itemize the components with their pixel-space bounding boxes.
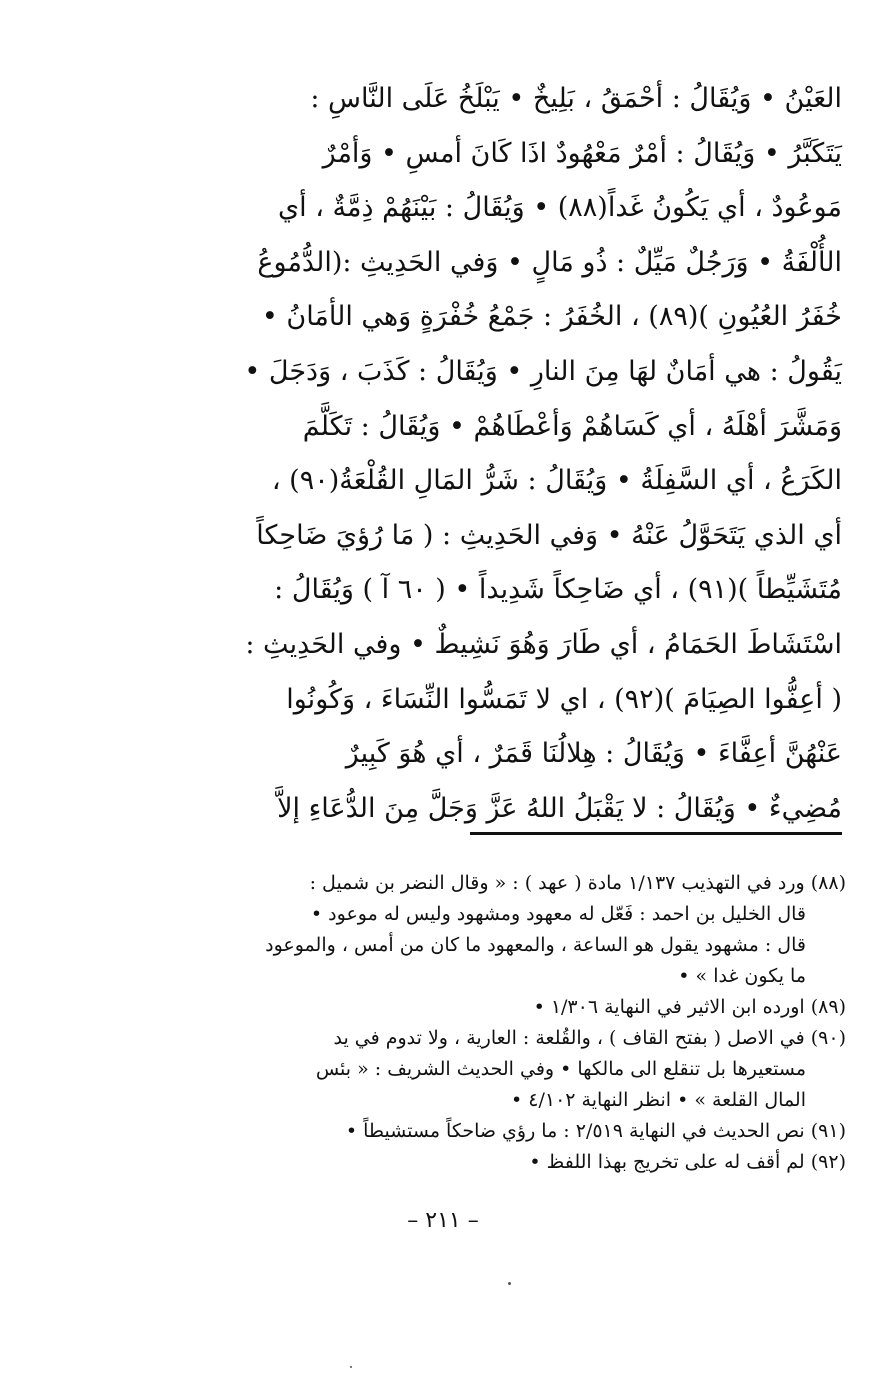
footnote-89: (٨٩) اورده ابن الاثير في النهاية ١/٣٠٦ •	[533, 996, 846, 1018]
text-line-1: العَيْنُ • وَيُقَالُ : أحْمَقُ ، بَلِيخٌ • يَبْلَخُ عَلَى النَّاسِ :	[310, 83, 842, 114]
scan-speck	[350, 1366, 352, 1368]
text-line-13: عَنْهُنَّ أعِفَّاءَ • وَيُقَالُ : هِلالُنَا قَمَرٌ ، أي هُوَ كَبِيرٌ	[345, 738, 842, 770]
main-text	[82, 72, 842, 836]
footnote-90-cont: مستعيرها بل تنقلع الى مالكها • وفي الحديث الشريف : « بئس	[315, 1058, 806, 1080]
footnote-88-cont: قال الخليل بن احمد : فَعّل له معهود ومشهود وليس له موعود •	[310, 903, 806, 925]
text-line-3: مَوعُودٌ ، أي يَكُونُ غَداً(٨٨) • وَيُقَالُ : بَيْنَهُمْ ذِمَّةٌ ، أي	[278, 192, 842, 224]
footnote-92: (٩٢) لم أقف له على تخريج بهذا اللفظ •	[529, 1151, 846, 1173]
text-line-10: مُتَشَيِّطاً )(٩١) ، أي ضَاحِكاً شَدِيداً • ( ٦٠ آ ) وَيُقَالُ :	[274, 574, 842, 606]
text-line-9: أي الذي يَتَحَوَّلُ عَنْهُ • وَفي الحَدِيثِ : ( مَا رُؤيَ ضَاحِكاً	[256, 519, 842, 551]
footnote-91: (٩١) نص الحديث في النهاية ٢/٥١٩ : ما رؤي ضاحكاً مستشيطاً •	[345, 1120, 846, 1142]
text-line-11: اسْتَشَاطَ الحَمَامُ ، أي طَارَ وَهُوَ نَشِيطٌ • وفي الحَدِيثِ :	[245, 628, 842, 660]
footnote-88-cont: ما يكون غدا » •	[678, 965, 806, 987]
text-line-7: وَمَشَّرَ أهْلَهُ ، أي كَسَاهُمْ وَأعْطَاهُمْ • وَيُقَالُ : تَكَلَّمَ	[302, 410, 842, 442]
text-line-14: مُضِيءٌ • وَيُقَالُ : لا يَقْبَلُ اللهُ عَزَّ وَجَلَّ مِنَ الدُّعَاءِ إلاَّ	[277, 792, 842, 824]
page-number: – ٢١١ –	[407, 1208, 479, 1233]
footnote-88-cont: قال : مشهود يقول هو الساعة ، والمعهود ما كان من أمس ، والموعود	[265, 934, 806, 956]
footnote-90: (٩٠) في الاصل ( بفتح القاف ) ، والقُلعة : العارية ، ولا تدوم في يد	[333, 1027, 846, 1049]
text-line-12: ( أعِفُّوا الصِيَامَ )(٩٢) ، اي لا تَمَسُّوا النِّسَاءَ ، وَكُونُوا	[286, 683, 842, 715]
text-line-8: الكَرَعُ ، أي السَّفِلَةُ • وَيُقَالُ : شَرُّ المَالِ القُلْعَةُ(٩٠) ،	[271, 465, 842, 497]
footnote-88: (٨٨) ورد في التهذيب ١/١٣٧ مادة ( عهد ) : « وقال النضر بن شميل :	[309, 872, 846, 894]
scan-speck	[508, 1282, 511, 1285]
footnote-90-cont: المال القلعة » • انظر النهاية ٤/١٠٢ •	[511, 1089, 806, 1111]
text-line-5: خُفَرُ العُيُونِ )(٨٩) ، الخُفَرُ : جَمْعُ خُفْرَةٍ وَهي الأمَانُ •	[261, 301, 842, 333]
text-line-6: يَقُولُ : هي أمَانٌ لهَا مِنَ النارِ • وَيُقَالُ : كَذَبَ ، وَدَجَلَ •	[244, 355, 842, 387]
text-line-2: يَتَكَبَّرُ • وَيُقَالُ : أمْرٌ مَعْهُودٌ اذَا كَانَ أمسِ • وَأمْرٌ	[322, 137, 842, 169]
footnotes	[56, 868, 846, 1178]
footnote-separator-rule	[470, 832, 842, 835]
text-line-4: الأُلْفَةُ • وَرَجُلٌ مَيِّلٌ : ذُو مَالٍ • وَفي الحَدِيثِ :(الدُّمُوعُ	[257, 246, 842, 278]
